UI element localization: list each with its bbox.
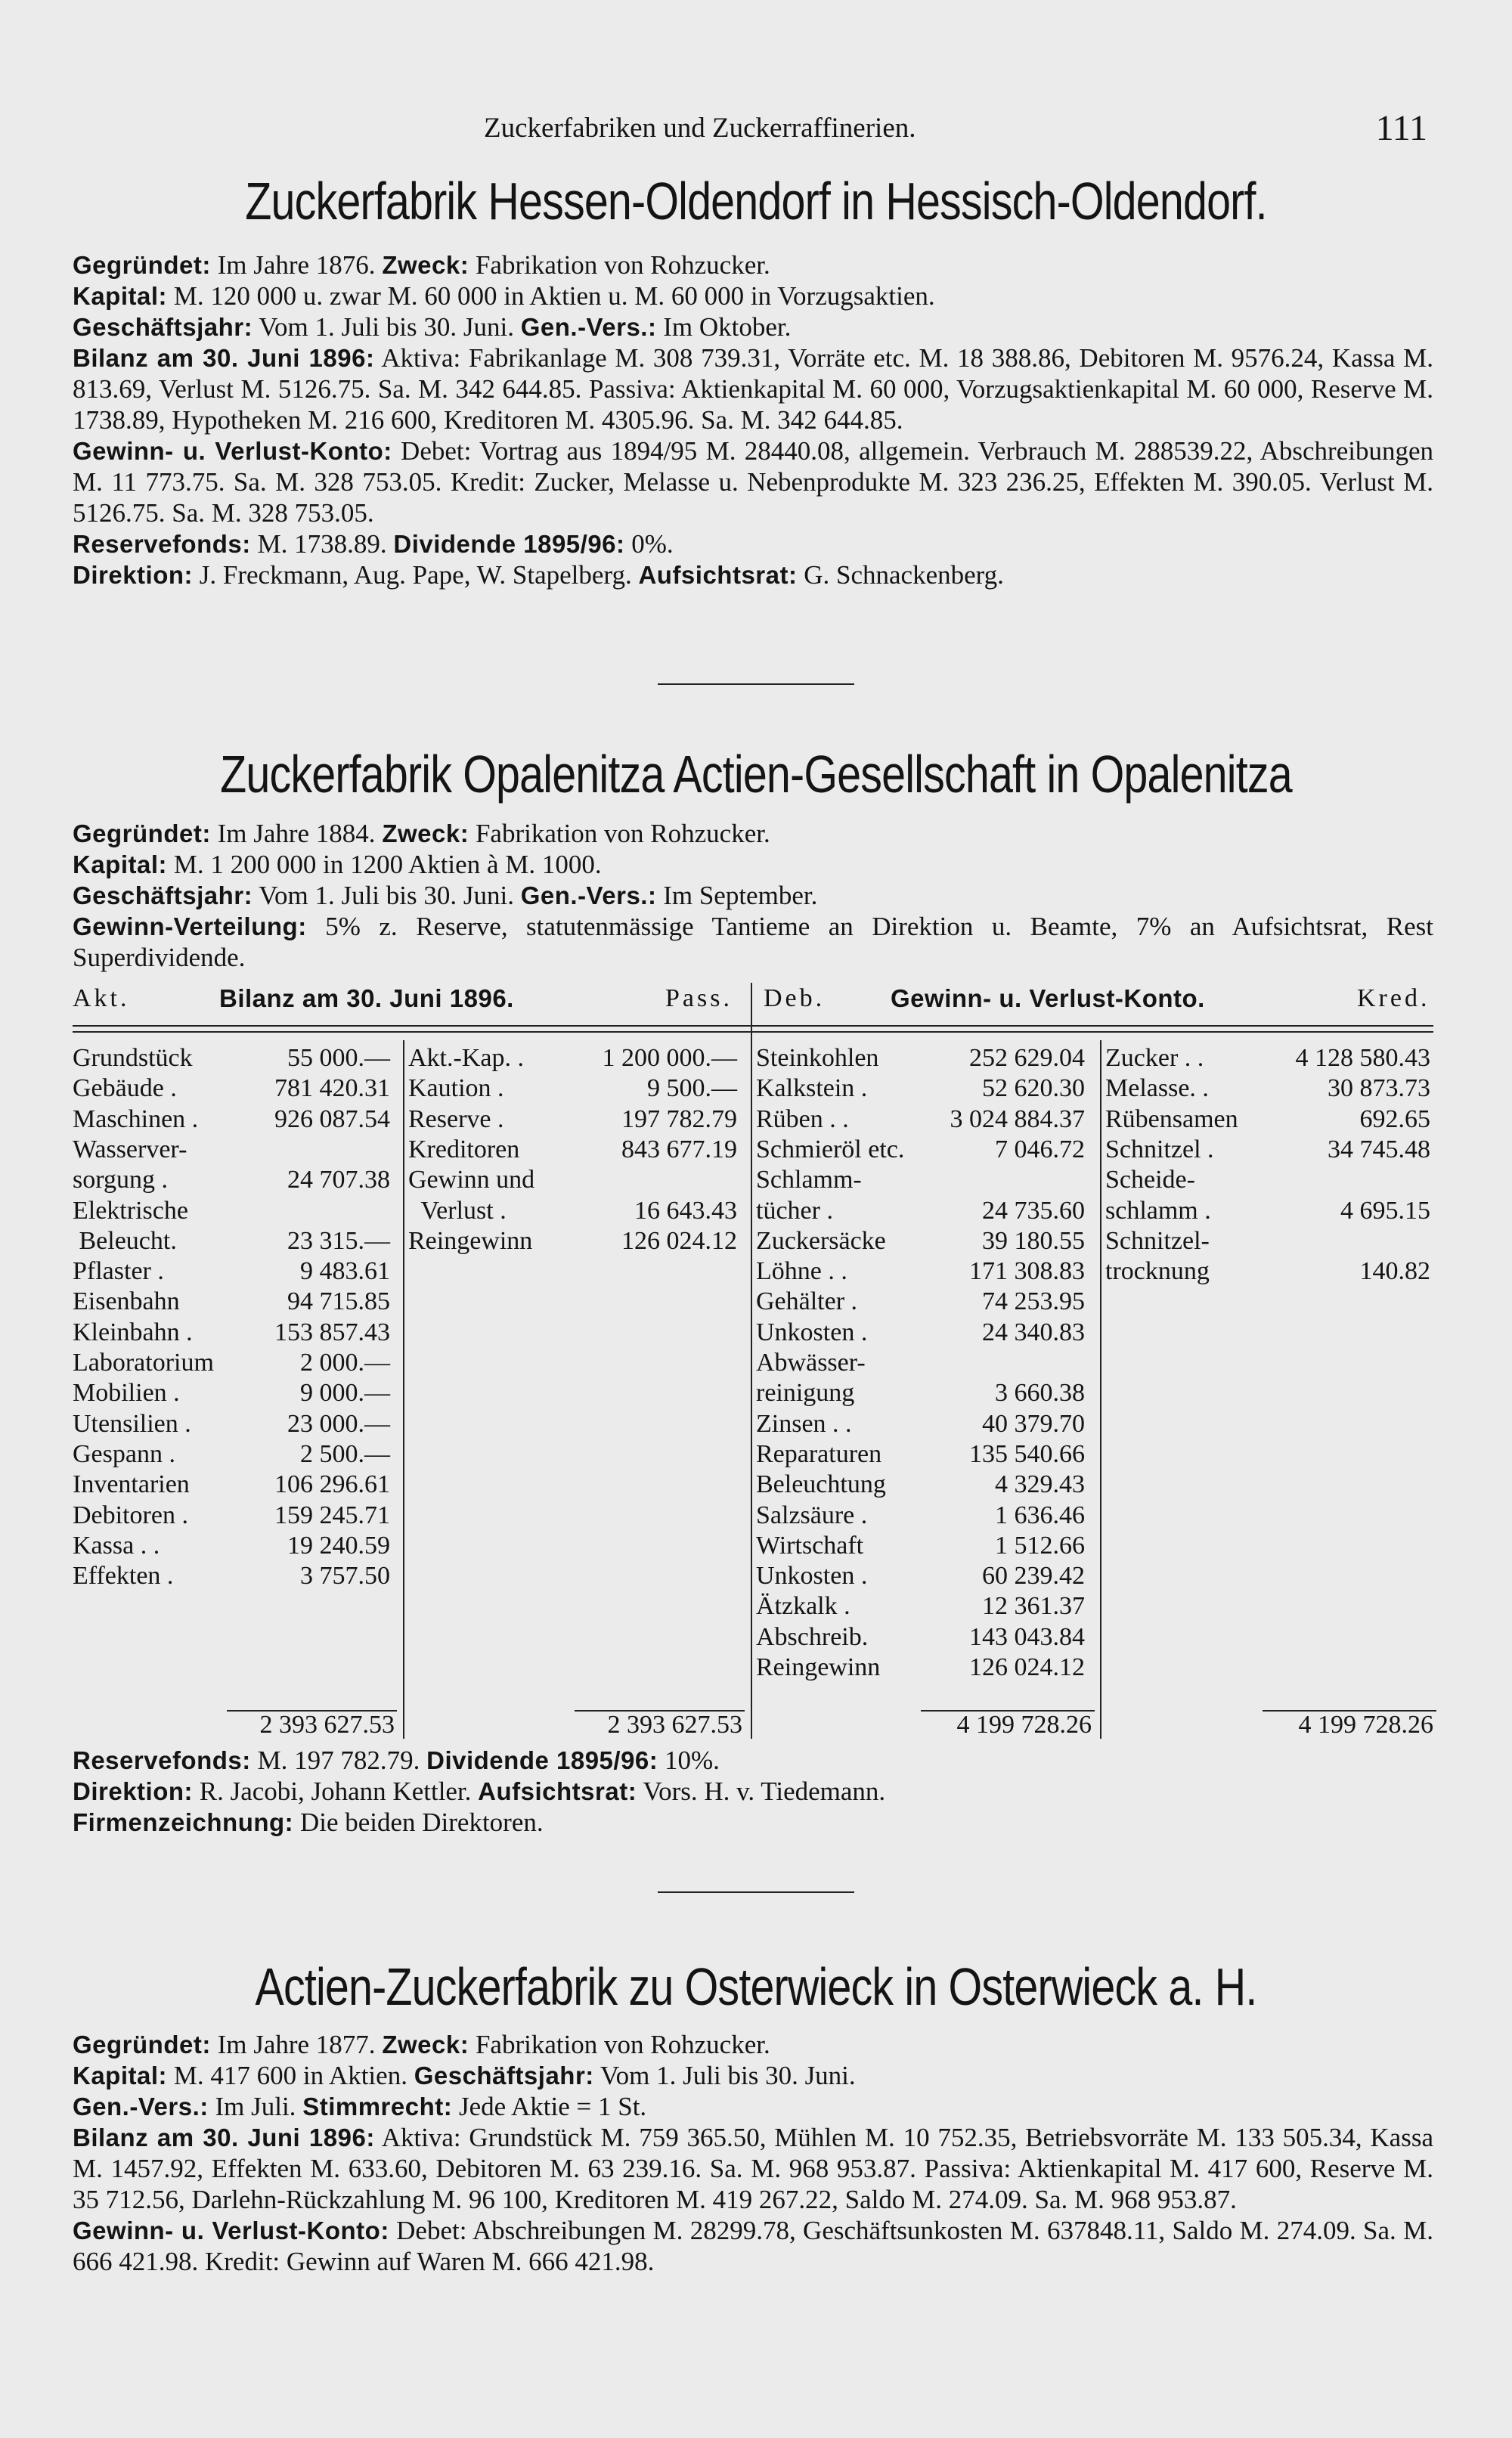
kredit-row [1105, 1135, 1433, 1165]
debet-label: Schmieröl etc. [756, 1135, 905, 1163]
debet-label: Kalkstein . [756, 1074, 868, 1103]
entry-kapital: Kapital: M. 120 000 u. zwar M. 60 000 in Aktien u. M. 60 000 in Vorzugsaktien. [73, 281, 935, 311]
aktiva-label: Pflaster . [73, 1257, 164, 1286]
aktiva-value: 781 420.31 [274, 1074, 390, 1103]
aktiva-value: 153 857.43 [274, 1318, 390, 1346]
entry-bilanz: Bilanz am 30. Juni 1896: Aktiva: Fabrikanlage M. 308 739.31, Vorräte etc. M. 18 388.86, Debitoren M. 9576.24, Kassa M. 813.69, Verlust M. 5126.75. Sa. M. 342 644.85. Passiva: Aktienkapital M. 60 000, Vorzugsaktienkapital M. 60 000, Reserve M. 1738.89, Hypotheken M. 216 600, Kreditoren M. 4305.96. Sa. M. 342 644.85. [73, 343, 1433, 435]
debet-row [756, 1378, 1092, 1408]
entry-bilanz: Bilanz am 30. Juni 1896: Aktiva: Grundstück M. 759 365.50, Mühlen M. 10 752.35, Betriebsvorräte M. 133 505.34, Kassa M. 1457.92, Effekten M. 633.60, Debitoren M. 63 239.16. Sa. M. 968 953.87. Passiva: Aktienkapital M. 417 600, Reserve M. 35 712.56, Darlehn-Rückzahlung M. 96 100, Kreditoren M. 419 267.22, Saldo M. 274.09. Sa. M. 968 953.87. [73, 2123, 1433, 2214]
aktiva-row [73, 1531, 398, 1561]
entry-kapital: Kapital: M. 417 600 in Aktien. Geschäftsjahr: Vom 1. Juli bis 30. Juni. [73, 2061, 856, 2090]
kredit-value: 4 695.15 [1340, 1196, 1430, 1225]
aktiva-row [73, 1196, 398, 1226]
aktiva-row [73, 1287, 398, 1317]
debet-value: 143 043.84 [969, 1622, 1085, 1651]
aktiva-row [73, 1348, 398, 1378]
aktiva-value: 9 000.— [300, 1379, 390, 1408]
kredit-row [1105, 1165, 1433, 1195]
entry-reservefonds: Reservefonds: M. 197 782.79. Dividende 1895/96: 10%. [73, 1746, 720, 1775]
aktiva-row [73, 1165, 398, 1195]
kredit-label: Schnitzel . [1105, 1135, 1214, 1163]
debet-row [756, 1135, 1092, 1165]
aktiva-value: 926 087.54 [274, 1104, 390, 1133]
debet-value: 24 340.83 [982, 1318, 1085, 1346]
debet-value: 3 024 884.37 [950, 1104, 1085, 1133]
aktiva-label: Wasserver- [73, 1135, 187, 1163]
aktiva-value: 159 245.71 [274, 1501, 390, 1529]
debet-row [756, 1196, 1092, 1226]
col-head-pass: Pass. [665, 984, 733, 1012]
section-title-osterwieck: Actien-Zuckerfabrik zu Osterwieck in Osterwieck a. H. [255, 1957, 1257, 2016]
entry-firmenzeichnung: Firmenzeichnung: Die beiden Direktoren. [73, 1808, 544, 1837]
table-main-divider [751, 983, 752, 1739]
section-title-hessen-oldendorf: Zuckerfabrik Hessen-Oldendorf in Hessisch-Oldendorf. [245, 172, 1267, 231]
debet-label: Rüben . . [756, 1104, 849, 1133]
section-opalenitza-body [73, 818, 1433, 973]
debet-row [756, 1073, 1092, 1104]
passiva-row [408, 1196, 745, 1226]
kredit-row [1105, 1104, 1433, 1135]
debet-value: 135 540.66 [969, 1439, 1085, 1468]
aktiva-row [73, 1409, 398, 1439]
kredit-value: 34 745.48 [1328, 1135, 1430, 1163]
aktiva-label: Gebäude . [73, 1074, 177, 1103]
passiva-label: Gewinn und [408, 1166, 535, 1194]
entry-kapital: Kapital: M. 1 200 000 in 1200 Aktien à M. 1000. [73, 850, 602, 879]
passiva-row [408, 1165, 745, 1195]
debet-label: Reingewinn [756, 1653, 881, 1681]
passiva-row [408, 1104, 745, 1135]
entry-direktion: Direktion: J. Freckmann, Aug. Pape, W. Stapelberg. Aufsichtsrat: G. Schnackenberg. [73, 560, 1004, 590]
aktiva-row [73, 1501, 398, 1531]
kredit-label: Zucker . . [1105, 1044, 1204, 1072]
total-kredit: 4 199 728.26 [1298, 1711, 1433, 1739]
debet-row [756, 1043, 1092, 1073]
passiva-label: Verlust . [408, 1196, 507, 1225]
aktiva-row [73, 1561, 398, 1591]
debet-row [756, 1531, 1092, 1561]
kredit-value: 4 128 580.43 [1295, 1044, 1430, 1072]
col-head-guv: Gewinn- u. Verlust-Konto. [891, 984, 1205, 1012]
passiva-value: 9 500.— [647, 1074, 737, 1103]
debet-label: Unkosten . [756, 1562, 868, 1591]
debet-value: 1 636.46 [995, 1501, 1085, 1529]
debet-row [756, 1653, 1092, 1683]
aktiva-label: Debitoren . [73, 1501, 188, 1529]
col-head-bilanz: Bilanz am 30. Juni 1896. [219, 984, 514, 1012]
debet-row [756, 1561, 1092, 1591]
aktiva-value: 23 315.— [287, 1226, 390, 1255]
debet-row [756, 1622, 1092, 1653]
aktiva-label: Mobilien . [73, 1379, 180, 1408]
aktiva-row [73, 1073, 398, 1104]
debet-value: 126 024.12 [969, 1653, 1085, 1681]
aktiva-label: Inventarien [73, 1470, 190, 1499]
section-opalenitza-footer [73, 1745, 1433, 1838]
debet-value: 4 329.43 [995, 1470, 1085, 1499]
kredit-value: 140.82 [1359, 1257, 1430, 1286]
passiva-label: Kreditoren [408, 1135, 520, 1163]
kredit-row [1105, 1256, 1433, 1287]
debet-label: Löhne . . [756, 1257, 847, 1286]
debet-row [756, 1348, 1092, 1378]
debet-row [756, 1256, 1092, 1287]
section-osterwieck-body [73, 2029, 1433, 2277]
aktiva-value: 3 757.50 [300, 1562, 390, 1591]
debet-row [756, 1226, 1092, 1256]
debet-row [756, 1104, 1092, 1135]
kredit-label: schlamm . [1105, 1196, 1211, 1225]
passiva-row [408, 1226, 745, 1256]
debet-value: 7 046.72 [995, 1135, 1085, 1163]
aktiva-row [73, 1226, 398, 1256]
aktiva-row [73, 1135, 398, 1165]
passiva-label: Akt.-Kap. . [408, 1044, 524, 1072]
entry-gegruendet: Gegründet: Im Jahre 1884. Zweck: Fabrikation von Rohzucker. [73, 819, 770, 848]
debet-value: 39 180.55 [982, 1226, 1085, 1255]
entry-gewinn-verteilung: Gewinn-Verteilung: 5% z. Reserve, statutenmässige Tantieme an Direktion u. Beamte, 7% an Aufsichtsrat, Rest Superdividende. [73, 912, 1433, 972]
passiva-label: Kaution . [408, 1074, 504, 1103]
aktiva-label: Kleinbahn . [73, 1318, 193, 1346]
debet-value: 252 629.04 [969, 1044, 1085, 1072]
aktiva-row [73, 1256, 398, 1287]
aktiva-row [73, 1470, 398, 1500]
entry-gegruendet: Gegründet: Im Jahre 1877. Zweck: Fabrikation von Rohzucker. [73, 2030, 770, 2059]
debet-row [756, 1470, 1092, 1500]
debet-row [756, 1501, 1092, 1531]
aktiva-label: Utensilien . [73, 1409, 191, 1438]
total-passiva: 2 393 627.53 [607, 1711, 742, 1739]
debet-label: Ätzkalk . [756, 1592, 850, 1621]
table-top-rule [73, 1025, 1433, 1027]
aktiva-row [73, 1104, 398, 1135]
debet-label: Zuckersäcke [756, 1226, 886, 1255]
passiva-value: 126 024.12 [621, 1226, 737, 1255]
aktiva-value: 2 000.— [300, 1349, 390, 1377]
debet-label: Reparaturen [756, 1439, 882, 1468]
table-col-divider [1100, 1040, 1101, 1739]
debet-label: Unkosten . [756, 1318, 868, 1346]
passiva-label: Reserve . [408, 1104, 504, 1133]
aktiva-row [73, 1439, 398, 1470]
aktiva-label: Eisenbahn [73, 1287, 180, 1316]
debet-value: 60 239.42 [982, 1562, 1085, 1591]
kredit-row [1105, 1226, 1433, 1256]
debet-value: 3 660.38 [995, 1379, 1085, 1408]
debet-row [756, 1287, 1092, 1317]
passiva-value: 843 677.19 [621, 1135, 737, 1163]
table-top-rule-2 [73, 1031, 1433, 1033]
section-divider [658, 683, 854, 685]
debet-value: 52 620.30 [982, 1074, 1085, 1103]
debet-row [756, 1591, 1092, 1622]
aktiva-label: Effekten . [73, 1562, 174, 1591]
passiva-row [408, 1073, 745, 1104]
aktiva-value: 23 000.— [287, 1409, 390, 1438]
debet-value: 171 308.83 [969, 1257, 1085, 1286]
kredit-row [1105, 1043, 1433, 1073]
aktiva-label: Elektrische [73, 1196, 188, 1225]
kredit-value: 30 873.73 [1328, 1074, 1430, 1103]
passiva-row [408, 1043, 745, 1073]
entry-guv: Gewinn- u. Verlust-Konto: Debet: Abschreibungen M. 28299.78, Geschäftsunkosten M. 637848.11, Saldo M. 274.09. Sa. M. 666 421.98. Kredit: Gewinn auf Waren M. 666 421.98. [73, 2216, 1434, 2276]
aktiva-value: 94 715.85 [287, 1287, 390, 1316]
col-head-deb: Deb. [764, 984, 826, 1012]
aktiva-row [73, 1043, 398, 1073]
passiva-value: 197 782.79 [621, 1104, 737, 1133]
table-col-divider [403, 1040, 404, 1739]
debet-label: Zinsen . . [756, 1409, 852, 1438]
kredit-label: Rübensamen [1105, 1104, 1238, 1133]
kredit-label: Schnitzel- [1105, 1226, 1210, 1255]
entry-gegruendet: Gegründet: Im Jahre 1876. Zweck: Fabrikation von Rohzucker. [73, 250, 770, 280]
entry-guv: Gewinn- u. Verlust-Konto: Debet: Vortrag aus 1894/95 M. 28440.08, allgemein. Verbrauch M. 288539.22, Abschreibungen M. 11 773.75. Sa. M. 328 753.05. Kredit: Zucker, Melasse u. Nebenprodukte M. 323 236.25, Effekten M. 390.05. Verlust M. 5126.75. Sa. M. 328 753.05. [73, 436, 1433, 528]
debet-label: Beleuchtung [756, 1470, 886, 1499]
aktiva-value: 55 000.— [287, 1044, 390, 1072]
debet-row [756, 1165, 1092, 1195]
kredit-label: Melasse. . [1105, 1074, 1209, 1103]
debet-label: Steinkohlen [756, 1044, 879, 1072]
debet-label: Gehälter . [756, 1287, 858, 1316]
debet-label: Salzsäure . [756, 1501, 868, 1529]
aktiva-label: Gespann . [73, 1439, 175, 1468]
debet-label: Schlamm- [756, 1166, 862, 1194]
debet-row [756, 1318, 1092, 1348]
aktiva-value: 2 500.— [300, 1439, 390, 1468]
debet-label: reinigung [756, 1379, 855, 1408]
debet-value: 24 735.60 [982, 1196, 1085, 1225]
kredit-row [1105, 1196, 1433, 1226]
debet-row [756, 1409, 1092, 1439]
section-hessen-oldendorf-body [73, 249, 1433, 590]
passiva-label: Reingewinn [408, 1226, 533, 1255]
page-number: 111 [1375, 108, 1427, 148]
section-title-opalenitza: Zuckerfabrik Opalenitza Actien-Gesellschaft in Opalenitza [220, 745, 1292, 804]
debet-label: tücher . [756, 1196, 833, 1225]
aktiva-label: Laboratorium [73, 1349, 214, 1377]
entry-geschaeftsjahr: Geschäftsjahr: Vom 1. Juli bis 30. Juni. Gen.-Vers.: Im September. [73, 881, 818, 910]
debet-row [756, 1439, 1092, 1470]
total-debet: 4 199 728.26 [956, 1711, 1092, 1739]
debet-value: 12 361.37 [982, 1592, 1085, 1621]
entry-geschaeftsjahr: Geschäftsjahr: Vom 1. Juli bis 30. Juni. Gen.-Vers.: Im Oktober. [73, 312, 792, 342]
aktiva-label: Kassa . . [73, 1531, 160, 1560]
aktiva-row [73, 1318, 398, 1348]
aktiva-value: 19 240.59 [287, 1531, 390, 1560]
aktiva-row [73, 1378, 398, 1408]
running-title: Zuckerfabriken und Zuckerraffinerien. [484, 113, 916, 144]
aktiva-value: 24 707.38 [287, 1166, 390, 1194]
debet-value: 74 253.95 [982, 1287, 1085, 1316]
kredit-value: 692.65 [1359, 1104, 1430, 1133]
section-divider [658, 1891, 854, 1893]
debet-value: 40 379.70 [982, 1409, 1085, 1438]
kredit-row [1105, 1073, 1433, 1104]
debet-label: Abwässer- [756, 1349, 866, 1377]
passiva-value: 16 643.43 [634, 1196, 737, 1225]
col-head-kred: Kred. [1357, 984, 1430, 1012]
aktiva-value: 9 483.61 [300, 1257, 390, 1286]
col-head-akt: Akt. [73, 984, 130, 1012]
entry-direktion: Direktion: R. Jacobi, Johann Kettler. Aufsichtsrat: Vors. H. v. Tiedemann. [73, 1777, 886, 1806]
aktiva-label: Beleucht. [73, 1226, 177, 1255]
entry-reservefonds: Reservefonds: M. 1738.89. Dividende 1895/96: 0%. [73, 529, 674, 559]
kredit-label: trocknung [1105, 1257, 1210, 1286]
aktiva-label: Maschinen . [73, 1104, 199, 1133]
aktiva-value: 106 296.61 [274, 1470, 390, 1499]
debet-label: Wirtschaft [756, 1531, 864, 1560]
debet-label: Abschreib. [756, 1622, 869, 1651]
debet-value: 1 512.66 [995, 1531, 1085, 1560]
passiva-row [408, 1135, 745, 1165]
total-aktiva: 2 393 627.53 [259, 1711, 395, 1739]
entry-genvers: Gen.-Vers.: Im Juli. Stimmrecht: Jede Aktie = 1 St. [73, 2092, 647, 2121]
aktiva-label: Grundstück [73, 1044, 193, 1072]
passiva-value: 1 200 000.— [602, 1044, 737, 1072]
aktiva-label: sorgung . [73, 1166, 168, 1194]
kredit-label: Scheide- [1105, 1166, 1195, 1194]
